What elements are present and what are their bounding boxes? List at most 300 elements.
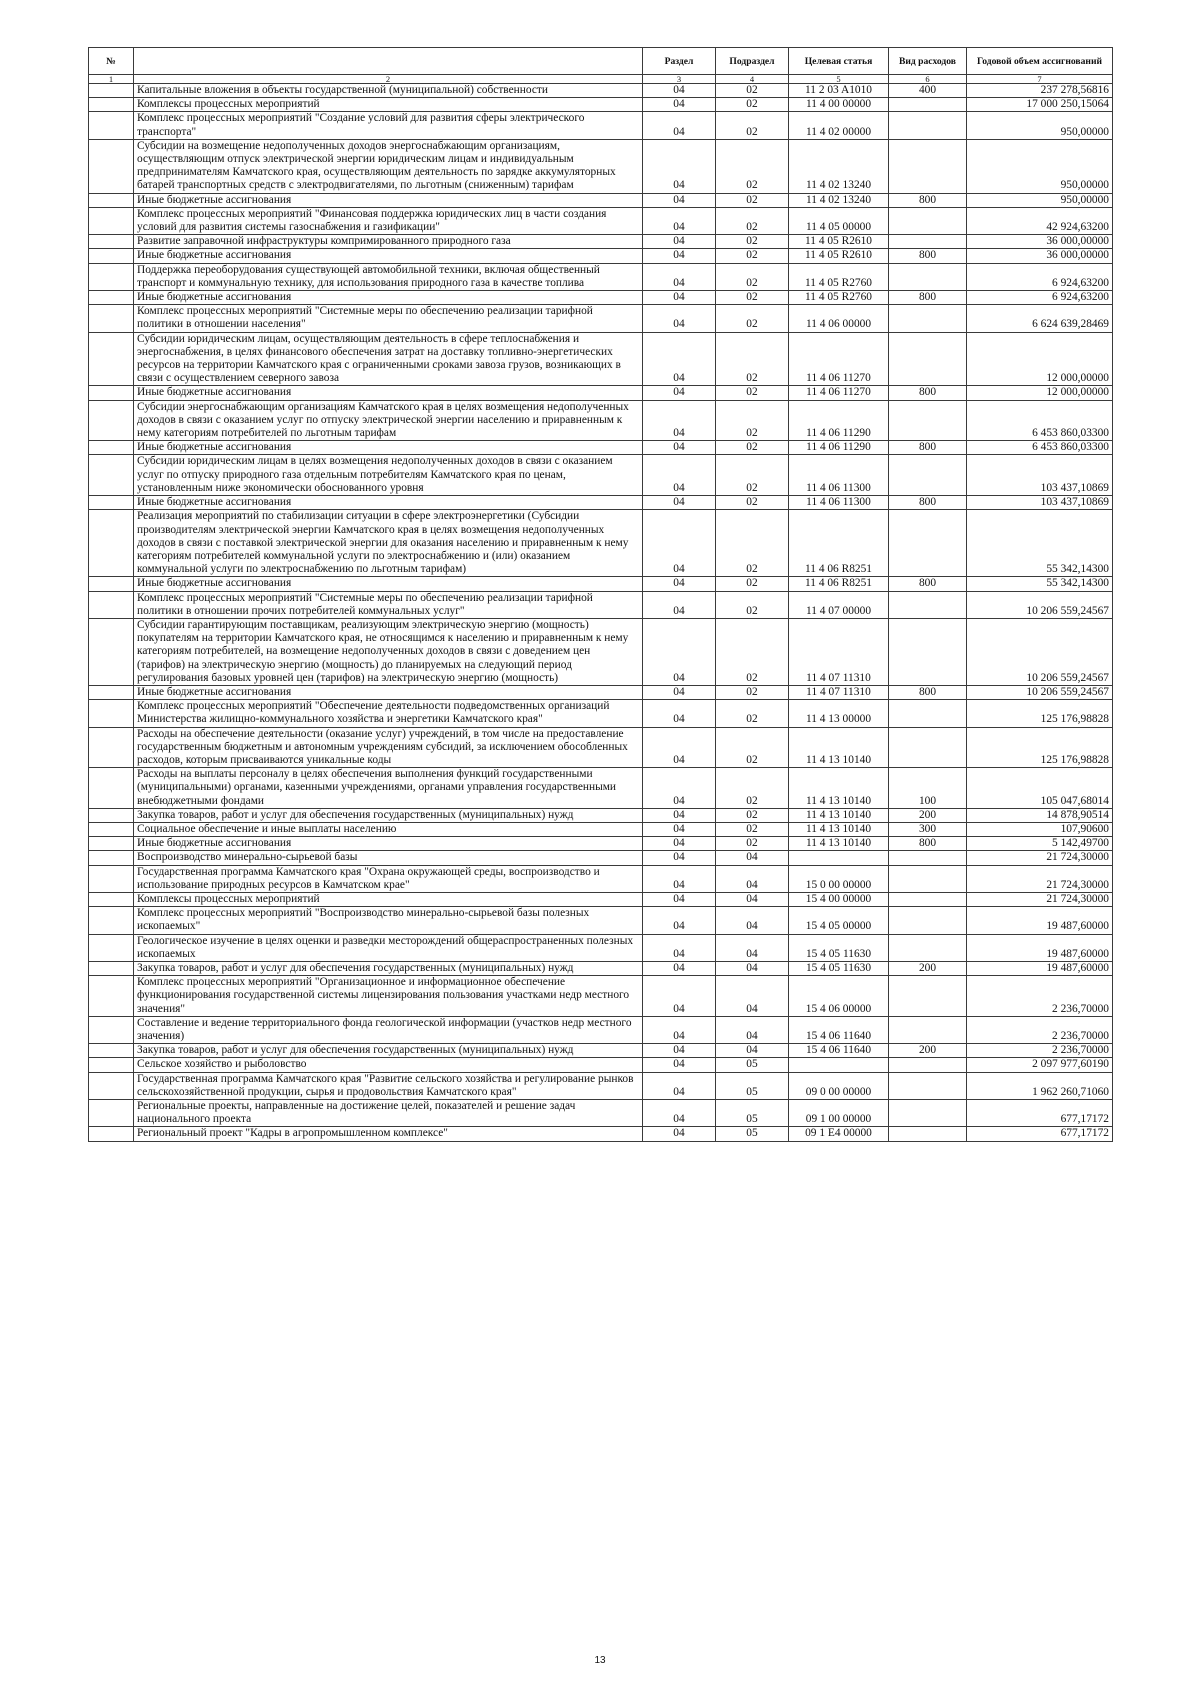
row-expense-type-cell: [889, 400, 967, 441]
row-expense-type-cell: 200: [889, 808, 967, 822]
column-number: 6: [889, 75, 967, 84]
row-name-cell: Иные бюджетные ассигнования: [134, 193, 643, 207]
row-amount-cell: 2 236,70000: [967, 1044, 1113, 1058]
header-annual-amount: Годовой объем ассигнований: [967, 48, 1113, 75]
row-section-cell: 04: [643, 139, 716, 193]
row-expense-type-cell: [889, 1072, 967, 1099]
row-amount-cell: 6 924,63200: [967, 263, 1113, 290]
row-subsection-cell: 02: [716, 98, 789, 112]
row-section-cell: 04: [643, 976, 716, 1017]
row-target-article-cell: 11 4 06 11270: [789, 386, 889, 400]
row-number-cell: [89, 510, 134, 577]
row-subsection-cell: 04: [716, 865, 789, 892]
table-row: [89, 332, 1113, 386]
row-number-cell: [89, 1127, 134, 1141]
row-target-article-cell: 11 4 13 10140: [789, 808, 889, 822]
row-expense-type-cell: 200: [889, 962, 967, 976]
row-expense-type-cell: 800: [889, 386, 967, 400]
row-target-article-cell: 11 4 05 R2760: [789, 263, 889, 290]
row-expense-type-cell: [889, 112, 967, 139]
row-section-cell: 04: [643, 235, 716, 249]
table-row: [89, 98, 1113, 112]
row-expense-type-cell: 100: [889, 768, 967, 809]
row-expense-type-cell: [889, 591, 967, 618]
row-subsection-cell: 02: [716, 249, 789, 263]
row-amount-cell: 677,17172: [967, 1127, 1113, 1141]
row-section-cell: 04: [643, 193, 716, 207]
row-subsection-cell: 04: [716, 934, 789, 961]
row-section-cell: 04: [643, 962, 716, 976]
column-number: 5: [789, 75, 889, 84]
row-subsection-cell: 05: [716, 1100, 789, 1127]
row-target-article-cell: 11 4 13 00000: [789, 700, 889, 727]
row-name-cell: Иные бюджетные ассигнования: [134, 837, 643, 851]
row-section-cell: 04: [643, 907, 716, 934]
row-subsection-cell: 02: [716, 291, 789, 305]
row-target-article-cell: 11 4 06 11270: [789, 332, 889, 386]
row-section-cell: 04: [643, 685, 716, 699]
table-body: [89, 84, 1113, 1142]
table-row: [89, 1016, 1113, 1043]
row-expense-type-cell: [889, 455, 967, 496]
row-target-article-cell: 11 4 13 10140: [789, 768, 889, 809]
row-number-cell: [89, 618, 134, 685]
row-target-article-cell: 09 1 E4 00000: [789, 1127, 889, 1141]
column-number: 3: [643, 75, 716, 84]
row-name-cell: Субсидии на возмещение недополученных доходов энергоснабжающим организациям, осуществляющим отпуск электрической энергии юридическим лицам и индивидуальным предпринимателям Камчатского края, осуществляющим деятельность по зарядке аккумуляторных батарей транспортных средств с электродвигателями, по льготным (сниженным) тарифам: [134, 139, 643, 193]
page-number: 13: [594, 1655, 606, 1666]
row-number-cell: [89, 112, 134, 139]
row-name-cell: Иные бюджетные ассигнования: [134, 685, 643, 699]
row-target-article-cell: 11 4 07 11310: [789, 618, 889, 685]
row-target-article-cell: 11 4 06 00000: [789, 305, 889, 332]
row-target-article-cell: [789, 1058, 889, 1072]
header-subsection: Подраздел: [716, 48, 789, 75]
row-subsection-cell: 02: [716, 768, 789, 809]
header-name: [134, 48, 643, 75]
row-name-cell: Субсидии гарантирующим поставщикам, реализующим электрическую энергию (мощность) покупателям на территории Камчатского края, не относящимся к населению и приравненным к нему категориям потребителей, на возмещение недополученных доходов в связи с доведением цен (тарифов) на электрическую энергию (мощность) до планируемых на следующий период регулирования базовых уровней цен (тарифов) на электрическую энергию (мощность): [134, 618, 643, 685]
row-amount-cell: 10 206 559,24567: [967, 618, 1113, 685]
row-name-cell: Комплексы процессных мероприятий: [134, 98, 643, 112]
row-subsection-cell: 04: [716, 976, 789, 1017]
row-section-cell: 04: [643, 1016, 716, 1043]
row-name-cell: Социальное обеспечение и иные выплаты населению: [134, 822, 643, 836]
table-row: [89, 962, 1113, 976]
row-amount-cell: 103 437,10869: [967, 496, 1113, 510]
row-number-cell: [89, 84, 134, 98]
row-section-cell: 04: [643, 1044, 716, 1058]
row-expense-type-cell: [889, 1100, 967, 1127]
row-number-cell: [89, 851, 134, 865]
row-expense-type-cell: [889, 1058, 967, 1072]
row-subsection-cell: 04: [716, 851, 789, 865]
row-expense-type-cell: [889, 235, 967, 249]
row-amount-cell: 21 724,30000: [967, 892, 1113, 906]
row-number-cell: [89, 496, 134, 510]
row-name-cell: Региональные проекты, направленные на достижение целей, показателей и решение задач национального проекта: [134, 1100, 643, 1127]
row-section-cell: 04: [643, 851, 716, 865]
table-row: [89, 808, 1113, 822]
row-name-cell: Государственная программа Камчатского края "Охрана окружающей среды, воспроизводство и использование природных ресурсов в Камчатском крае": [134, 865, 643, 892]
row-target-article-cell: 11 4 06 11290: [789, 441, 889, 455]
row-subsection-cell: 05: [716, 1058, 789, 1072]
header-row: [89, 48, 1113, 75]
row-amount-cell: 6 453 860,03300: [967, 441, 1113, 455]
row-amount-cell: 2 097 977,60190: [967, 1058, 1113, 1072]
row-expense-type-cell: [889, 1127, 967, 1141]
row-target-article-cell: 15 4 05 11630: [789, 962, 889, 976]
row-amount-cell: 10 206 559,24567: [967, 591, 1113, 618]
row-number-cell: [89, 727, 134, 768]
row-target-article-cell: 11 4 13 10140: [789, 822, 889, 836]
row-section-cell: 04: [643, 1100, 716, 1127]
row-section-cell: 04: [643, 808, 716, 822]
table-row: [89, 1072, 1113, 1099]
row-name-cell: Комплекс процессных мероприятий "Финансовая поддержка юридических лиц в части создания условий для развития системы газоснабжения и газификации": [134, 207, 643, 234]
row-subsection-cell: 02: [716, 441, 789, 455]
row-name-cell: Региональный проект "Кадры в агропромышленном комплексе": [134, 1127, 643, 1141]
row-expense-type-cell: 800: [889, 249, 967, 263]
row-subsection-cell: 02: [716, 808, 789, 822]
row-expense-type-cell: [889, 727, 967, 768]
table-row: [89, 305, 1113, 332]
row-subsection-cell: 02: [716, 207, 789, 234]
table-row: [89, 934, 1113, 961]
table-row: [89, 1100, 1113, 1127]
header-target-article: Целевая статья: [789, 48, 889, 75]
row-number-cell: [89, 700, 134, 727]
row-number-cell: [89, 305, 134, 332]
table-row: [89, 700, 1113, 727]
row-target-article-cell: 09 1 00 00000: [789, 1100, 889, 1127]
table-row: [89, 851, 1113, 865]
table-row: [89, 727, 1113, 768]
row-name-cell: Иные бюджетные ассигнования: [134, 577, 643, 591]
row-target-article-cell: 15 4 06 11640: [789, 1044, 889, 1058]
row-subsection-cell: 05: [716, 1072, 789, 1099]
row-subsection-cell: 02: [716, 510, 789, 577]
row-name-cell: Комплекс процессных мероприятий "Создание условий для развития сферы электрического транспорта": [134, 112, 643, 139]
row-subsection-cell: 02: [716, 305, 789, 332]
row-amount-cell: 36 000,00000: [967, 249, 1113, 263]
row-number-cell: [89, 98, 134, 112]
row-amount-cell: 17 000 250,15064: [967, 98, 1113, 112]
row-number-cell: [89, 685, 134, 699]
row-name-cell: Комплекс процессных мероприятий "Системные меры по обеспечению реализации тарифной политики в отношении прочих потребителей коммунальных услуг": [134, 591, 643, 618]
header-section: Раздел: [643, 48, 716, 75]
row-amount-cell: 107,90600: [967, 822, 1113, 836]
row-expense-type-cell: [889, 934, 967, 961]
row-section-cell: 04: [643, 263, 716, 290]
row-name-cell: Закупка товаров, работ и услуг для обеспечения государственных (муниципальных) нужд: [134, 1044, 643, 1058]
row-target-article-cell: 11 4 05 R2610: [789, 235, 889, 249]
row-subsection-cell: 02: [716, 822, 789, 836]
row-amount-cell: 6 624 639,28469: [967, 305, 1113, 332]
row-expense-type-cell: 800: [889, 441, 967, 455]
row-subsection-cell: 04: [716, 1016, 789, 1043]
row-section-cell: 04: [643, 768, 716, 809]
table-row: [89, 112, 1113, 139]
row-amount-cell: 125 176,98828: [967, 727, 1113, 768]
row-target-article-cell: [789, 851, 889, 865]
row-expense-type-cell: [889, 305, 967, 332]
row-section-cell: 04: [643, 112, 716, 139]
row-amount-cell: 19 487,60000: [967, 934, 1113, 961]
row-name-cell: Субсидии энергоснабжающим организациям Камчатского края в целях возмещения недополученных доходов в связи с оказанием услуг по отпуску электрической энергии населению и приравненным к нему категориям потребителей по льготным тарифам: [134, 400, 643, 441]
row-target-article-cell: 15 0 00 00000: [789, 865, 889, 892]
row-subsection-cell: 02: [716, 193, 789, 207]
row-name-cell: Воспроизводство минерально-сырьевой базы: [134, 851, 643, 865]
table-row: [89, 207, 1113, 234]
table-row: [89, 577, 1113, 591]
table-row: [89, 263, 1113, 290]
row-expense-type-cell: [889, 139, 967, 193]
row-amount-cell: 237 278,56816: [967, 84, 1113, 98]
row-subsection-cell: 02: [716, 700, 789, 727]
row-target-article-cell: 15 4 06 00000: [789, 976, 889, 1017]
row-amount-cell: 55 342,14300: [967, 510, 1113, 577]
row-expense-type-cell: [889, 851, 967, 865]
row-number-cell: [89, 907, 134, 934]
row-number-cell: [89, 249, 134, 263]
row-target-article-cell: 11 4 05 R2760: [789, 291, 889, 305]
row-subsection-cell: 04: [716, 962, 789, 976]
budget-table: [88, 47, 1113, 1142]
row-name-cell: Расходы на обеспечение деятельности (оказание услуг) учреждений, в том числе на предоставление государственным бюджетным и автономным учреждениям субсидий, за исключением обособленных расходов, которым присваиваются уникальные коды: [134, 727, 643, 768]
column-number: 4: [716, 75, 789, 84]
row-target-article-cell: 11 4 07 11310: [789, 685, 889, 699]
row-number-cell: [89, 591, 134, 618]
row-amount-cell: 103 437,10869: [967, 455, 1113, 496]
table-row: [89, 907, 1113, 934]
row-name-cell: Субсидии юридическим лицам в целях возмещения недополученных доходов в связи с оказанием услуг по отпуску природного газа отдельным потребителям Камчатского края по ценам, установленным ниже экономически обоснованного уровня: [134, 455, 643, 496]
row-number-cell: [89, 1044, 134, 1058]
row-expense-type-cell: [889, 907, 967, 934]
row-name-cell: Комплекс процессных мероприятий "Системные меры по обеспечению реализации тарифной политики в отношении населения": [134, 305, 643, 332]
row-subsection-cell: 02: [716, 235, 789, 249]
row-number-cell: [89, 976, 134, 1017]
row-name-cell: Иные бюджетные ассигнования: [134, 496, 643, 510]
row-section-cell: 04: [643, 865, 716, 892]
row-amount-cell: 42 924,63200: [967, 207, 1113, 234]
row-name-cell: Иные бюджетные ассигнования: [134, 249, 643, 263]
table-row: [89, 291, 1113, 305]
row-section-cell: 04: [643, 934, 716, 961]
row-subsection-cell: 02: [716, 112, 789, 139]
row-name-cell: Развитие заправочной инфраструктуры компримированного природного газа: [134, 235, 643, 249]
row-section-cell: 04: [643, 591, 716, 618]
table-row: [89, 1127, 1113, 1141]
table-header: [89, 48, 1113, 84]
row-expense-type-cell: [889, 1016, 967, 1043]
row-target-article-cell: 11 4 05 00000: [789, 207, 889, 234]
row-amount-cell: 125 176,98828: [967, 700, 1113, 727]
table-row: [89, 837, 1113, 851]
row-section-cell: 04: [643, 441, 716, 455]
row-number-cell: [89, 207, 134, 234]
row-target-article-cell: 11 4 06 11300: [789, 455, 889, 496]
row-expense-type-cell: 800: [889, 577, 967, 591]
row-name-cell: Комплексы процессных мероприятий: [134, 892, 643, 906]
table-row: [89, 249, 1113, 263]
row-name-cell: Капитальные вложения в объекты государственной (муниципальной) собственности: [134, 84, 643, 98]
row-amount-cell: 6 453 860,03300: [967, 400, 1113, 441]
row-amount-cell: 12 000,00000: [967, 386, 1113, 400]
row-expense-type-cell: [889, 332, 967, 386]
row-section-cell: 04: [643, 700, 716, 727]
row-subsection-cell: 02: [716, 400, 789, 441]
table-row: [89, 618, 1113, 685]
row-subsection-cell: 02: [716, 685, 789, 699]
row-target-article-cell: 09 0 00 00000: [789, 1072, 889, 1099]
row-number-cell: [89, 1016, 134, 1043]
row-section-cell: 04: [643, 1072, 716, 1099]
table-row: [89, 455, 1113, 496]
row-name-cell: Иные бюджетные ассигнования: [134, 291, 643, 305]
row-number-cell: [89, 291, 134, 305]
row-expense-type-cell: [889, 892, 967, 906]
row-section-cell: 04: [643, 400, 716, 441]
row-amount-cell: 950,00000: [967, 193, 1113, 207]
row-target-article-cell: 11 4 06 11290: [789, 400, 889, 441]
row-target-article-cell: 15 4 05 00000: [789, 907, 889, 934]
row-amount-cell: 12 000,00000: [967, 332, 1113, 386]
row-name-cell: Закупка товаров, работ и услуг для обеспечения государственных (муниципальных) нужд: [134, 808, 643, 822]
header-number: №: [89, 48, 134, 75]
row-subsection-cell: 02: [716, 591, 789, 618]
row-name-cell: Сельское хозяйство и рыболовство: [134, 1058, 643, 1072]
row-amount-cell: 950,00000: [967, 139, 1113, 193]
row-subsection-cell: 04: [716, 1044, 789, 1058]
row-section-cell: 04: [643, 98, 716, 112]
row-number-cell: [89, 455, 134, 496]
table-row: [89, 1044, 1113, 1058]
row-target-article-cell: 11 4 13 10140: [789, 837, 889, 851]
row-section-cell: 04: [643, 84, 716, 98]
row-expense-type-cell: 800: [889, 685, 967, 699]
row-expense-type-cell: 800: [889, 291, 967, 305]
row-number-cell: [89, 962, 134, 976]
row-subsection-cell: 02: [716, 84, 789, 98]
row-number-cell: [89, 1072, 134, 1099]
row-expense-type-cell: 800: [889, 496, 967, 510]
table-row: [89, 84, 1113, 98]
row-target-article-cell: 11 2 03 A1010: [789, 84, 889, 98]
row-target-article-cell: 11 4 05 R2610: [789, 249, 889, 263]
row-section-cell: 04: [643, 727, 716, 768]
row-subsection-cell: 02: [716, 386, 789, 400]
row-subsection-cell: 02: [716, 332, 789, 386]
row-number-cell: [89, 822, 134, 836]
row-section-cell: 04: [643, 892, 716, 906]
row-name-cell: Государственная программа Камчатского края "Развитие сельского хозяйства и регулирование рынков сельскохозяйственной продукции, сырья и продовольствия Камчатского края": [134, 1072, 643, 1099]
row-expense-type-cell: 400: [889, 84, 967, 98]
row-target-article-cell: 11 4 07 00000: [789, 591, 889, 618]
row-amount-cell: 2 236,70000: [967, 1016, 1113, 1043]
table-row: [89, 496, 1113, 510]
row-target-article-cell: 11 4 06 R8251: [789, 510, 889, 577]
row-name-cell: Поддержка переоборудования существующей автомобильной техники, включая общественный транспорт и коммунальную технику, для использования природного газа в качестве топлива: [134, 263, 643, 290]
row-section-cell: 04: [643, 822, 716, 836]
table-row: [89, 865, 1113, 892]
row-name-cell: Комплекс процессных мероприятий "Воспроизводство минерально-сырьевой базы полезных ископаемых": [134, 907, 643, 934]
row-section-cell: 04: [643, 618, 716, 685]
row-amount-cell: 105 047,68014: [967, 768, 1113, 809]
row-number-cell: [89, 865, 134, 892]
row-number-cell: [89, 768, 134, 809]
row-amount-cell: 950,00000: [967, 112, 1113, 139]
row-subsection-cell: 02: [716, 139, 789, 193]
row-amount-cell: 1 962 260,71060: [967, 1072, 1113, 1099]
table-row: [89, 193, 1113, 207]
row-amount-cell: 36 000,00000: [967, 235, 1113, 249]
row-target-article-cell: 11 4 02 13240: [789, 139, 889, 193]
row-section-cell: 04: [643, 305, 716, 332]
row-expense-type-cell: [889, 700, 967, 727]
row-subsection-cell: 02: [716, 837, 789, 851]
header-expense-type: Вид расходов: [889, 48, 967, 75]
row-amount-cell: 21 724,30000: [967, 851, 1113, 865]
row-amount-cell: 21 724,30000: [967, 865, 1113, 892]
row-expense-type-cell: [889, 865, 967, 892]
row-subsection-cell: 02: [716, 455, 789, 496]
row-number-cell: [89, 235, 134, 249]
row-section-cell: 04: [643, 386, 716, 400]
row-name-cell: Составление и ведение территориального фонда геологической информации (участков недр местного значения): [134, 1016, 643, 1043]
table-row: [89, 441, 1113, 455]
row-amount-cell: 55 342,14300: [967, 577, 1113, 591]
row-name-cell: Субсидии юридическим лицам, осуществляющим деятельность в сфере теплоснабжения и энергоснабжения, в целях финансового обеспечения затрат на доставку топливно-энергетических ресурсов на территории Камчатского края с ограниченными сроками завоза грузов, возникающих в связи с осуществлением северного завоза: [134, 332, 643, 386]
row-target-article-cell: 11 4 02 13240: [789, 193, 889, 207]
row-subsection-cell: 02: [716, 577, 789, 591]
row-target-article-cell: 11 4 06 R8251: [789, 577, 889, 591]
row-amount-cell: 19 487,60000: [967, 962, 1113, 976]
row-expense-type-cell: 300: [889, 822, 967, 836]
row-number-cell: [89, 400, 134, 441]
table-row: [89, 976, 1113, 1017]
row-subsection-cell: 04: [716, 907, 789, 934]
row-subsection-cell: 04: [716, 892, 789, 906]
row-expense-type-cell: [889, 976, 967, 1017]
row-number-cell: [89, 808, 134, 822]
row-expense-type-cell: [889, 98, 967, 112]
row-number-cell: [89, 1058, 134, 1072]
row-subsection-cell: 02: [716, 618, 789, 685]
row-name-cell: Закупка товаров, работ и услуг для обеспечения государственных (муниципальных) нужд: [134, 962, 643, 976]
column-number: 2: [134, 75, 643, 84]
row-expense-type-cell: 200: [889, 1044, 967, 1058]
row-name-cell: Комплекс процессных мероприятий "Обеспечение деятельности подведомственных организаций Министерства жилищно-коммунального хозяйства и энергетики Камчатского края": [134, 700, 643, 727]
row-expense-type-cell: [889, 207, 967, 234]
row-amount-cell: 5 142,49700: [967, 837, 1113, 851]
row-amount-cell: 677,17172: [967, 1100, 1113, 1127]
row-subsection-cell: 02: [716, 496, 789, 510]
row-number-cell: [89, 837, 134, 851]
row-target-article-cell: 15 4 05 11630: [789, 934, 889, 961]
row-subsection-cell: 05: [716, 1127, 789, 1141]
row-number-cell: [89, 139, 134, 193]
table-row: [89, 591, 1113, 618]
row-subsection-cell: 02: [716, 727, 789, 768]
row-section-cell: 04: [643, 577, 716, 591]
row-number-cell: [89, 1100, 134, 1127]
row-number-cell: [89, 934, 134, 961]
row-expense-type-cell: [889, 510, 967, 577]
row-amount-cell: 2 236,70000: [967, 976, 1113, 1017]
row-name-cell: Комплекс процессных мероприятий "Организационное и информационное обеспечение функционирования государственной системы лицензирования пользования участками недр местного значения": [134, 976, 643, 1017]
row-name-cell: Геологическое изучение в целях оценки и разведки месторождений общераспространенных полезных ископаемых: [134, 934, 643, 961]
table-row: [89, 892, 1113, 906]
